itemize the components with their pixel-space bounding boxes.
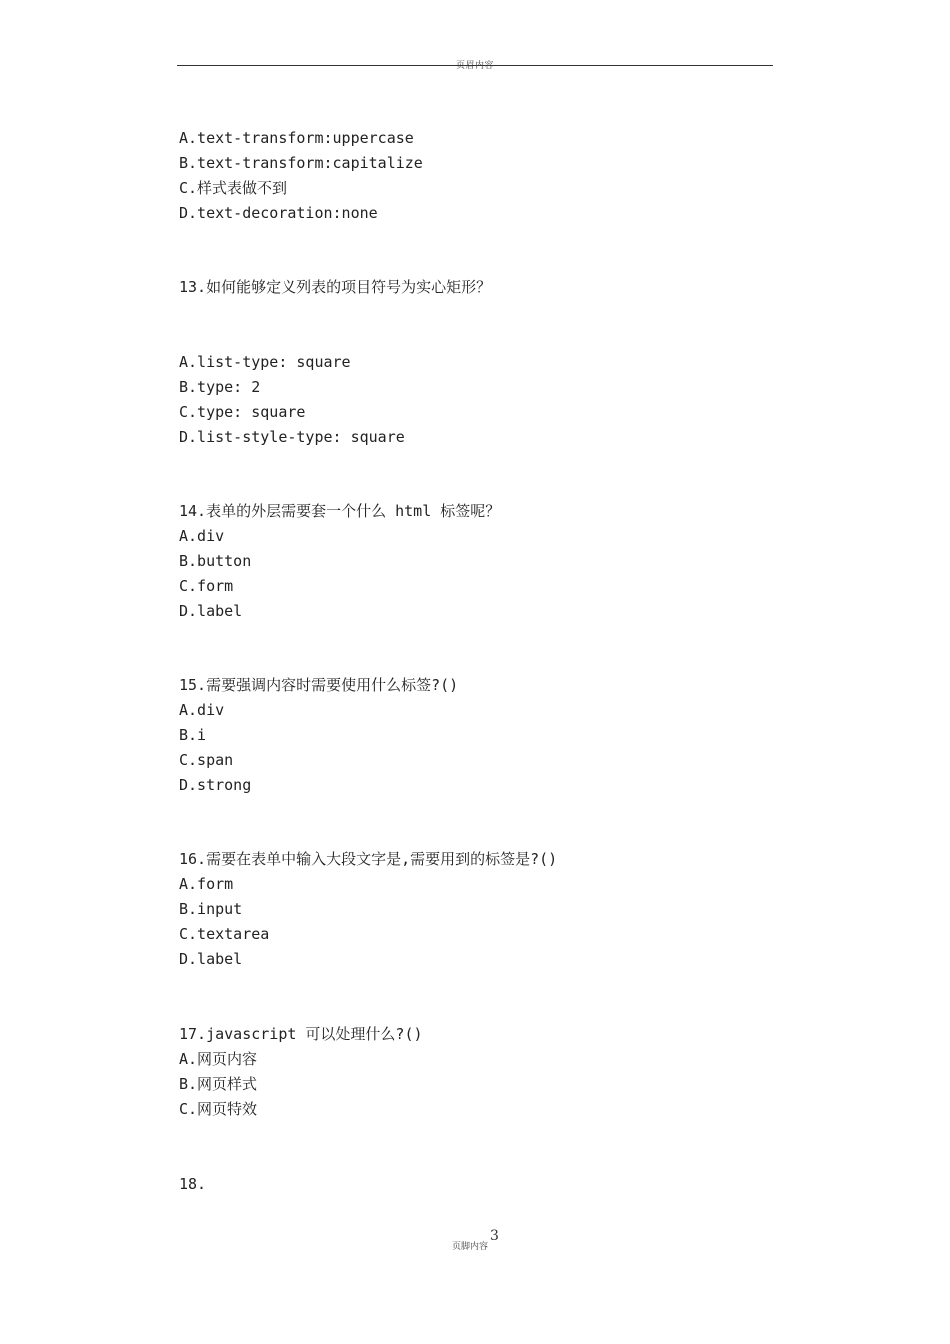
- q15-option-d: D.strong: [179, 776, 252, 794]
- q14-option-a: A.div: [179, 527, 225, 545]
- q18-question: 18.: [179, 1175, 207, 1193]
- header-divider: [177, 65, 773, 66]
- q15-option-c: C.span: [179, 751, 234, 769]
- q17-question: 17.javascript 可以处理什么?(): [179, 1025, 423, 1043]
- q16-option-c: C.textarea: [179, 925, 270, 943]
- q13-option-a: A.list-type: square: [179, 353, 351, 371]
- q13-option-d: D.list-style-type: square: [179, 428, 405, 446]
- q16-option-b: B.input: [179, 900, 243, 918]
- q13-question: 13.如何能够定义列表的项目符号为实心矩形？: [179, 278, 492, 296]
- q14-option-d: D.label: [179, 602, 243, 620]
- page-footer-text: 页脚内容: [452, 1242, 489, 1252]
- q12-option-c: C.样式表做不到: [179, 179, 288, 197]
- q16-question: 16.需要在表单中输入大段文字是,需要用到的标签是?(): [179, 850, 558, 868]
- q16-option-d: D.label: [179, 950, 243, 968]
- q13-option-c: C.type: square: [179, 403, 306, 421]
- q17-option-b: B.网页样式: [179, 1075, 258, 1093]
- q17-option-c: C.网页特效: [179, 1100, 258, 1118]
- q15-option-b: B.i: [179, 726, 207, 744]
- q15-option-a: A.div: [179, 701, 225, 719]
- q13-option-b: B.type: 2: [179, 378, 261, 396]
- q14-option-b: B.button: [179, 552, 252, 570]
- q12-option-b: B.text-transform:capitalize: [179, 154, 423, 172]
- q16-option-a: A.form: [179, 875, 234, 893]
- q14-option-c: C.form: [179, 577, 234, 595]
- page-header-text: 页眉内容: [455, 61, 494, 71]
- q14-question: 14.表单的外层需要套一个什么 html 标签呢？: [179, 502, 501, 520]
- q12-option-a: A.text-transform:uppercase: [179, 129, 414, 147]
- page-number: 3: [490, 1228, 499, 1244]
- q17-option-a: A.网页内容: [179, 1050, 258, 1068]
- q12-option-d: D.text-decoration:none: [179, 204, 378, 222]
- q15-question: 15.需要强调内容时需要使用什么标签?(): [179, 676, 459, 694]
